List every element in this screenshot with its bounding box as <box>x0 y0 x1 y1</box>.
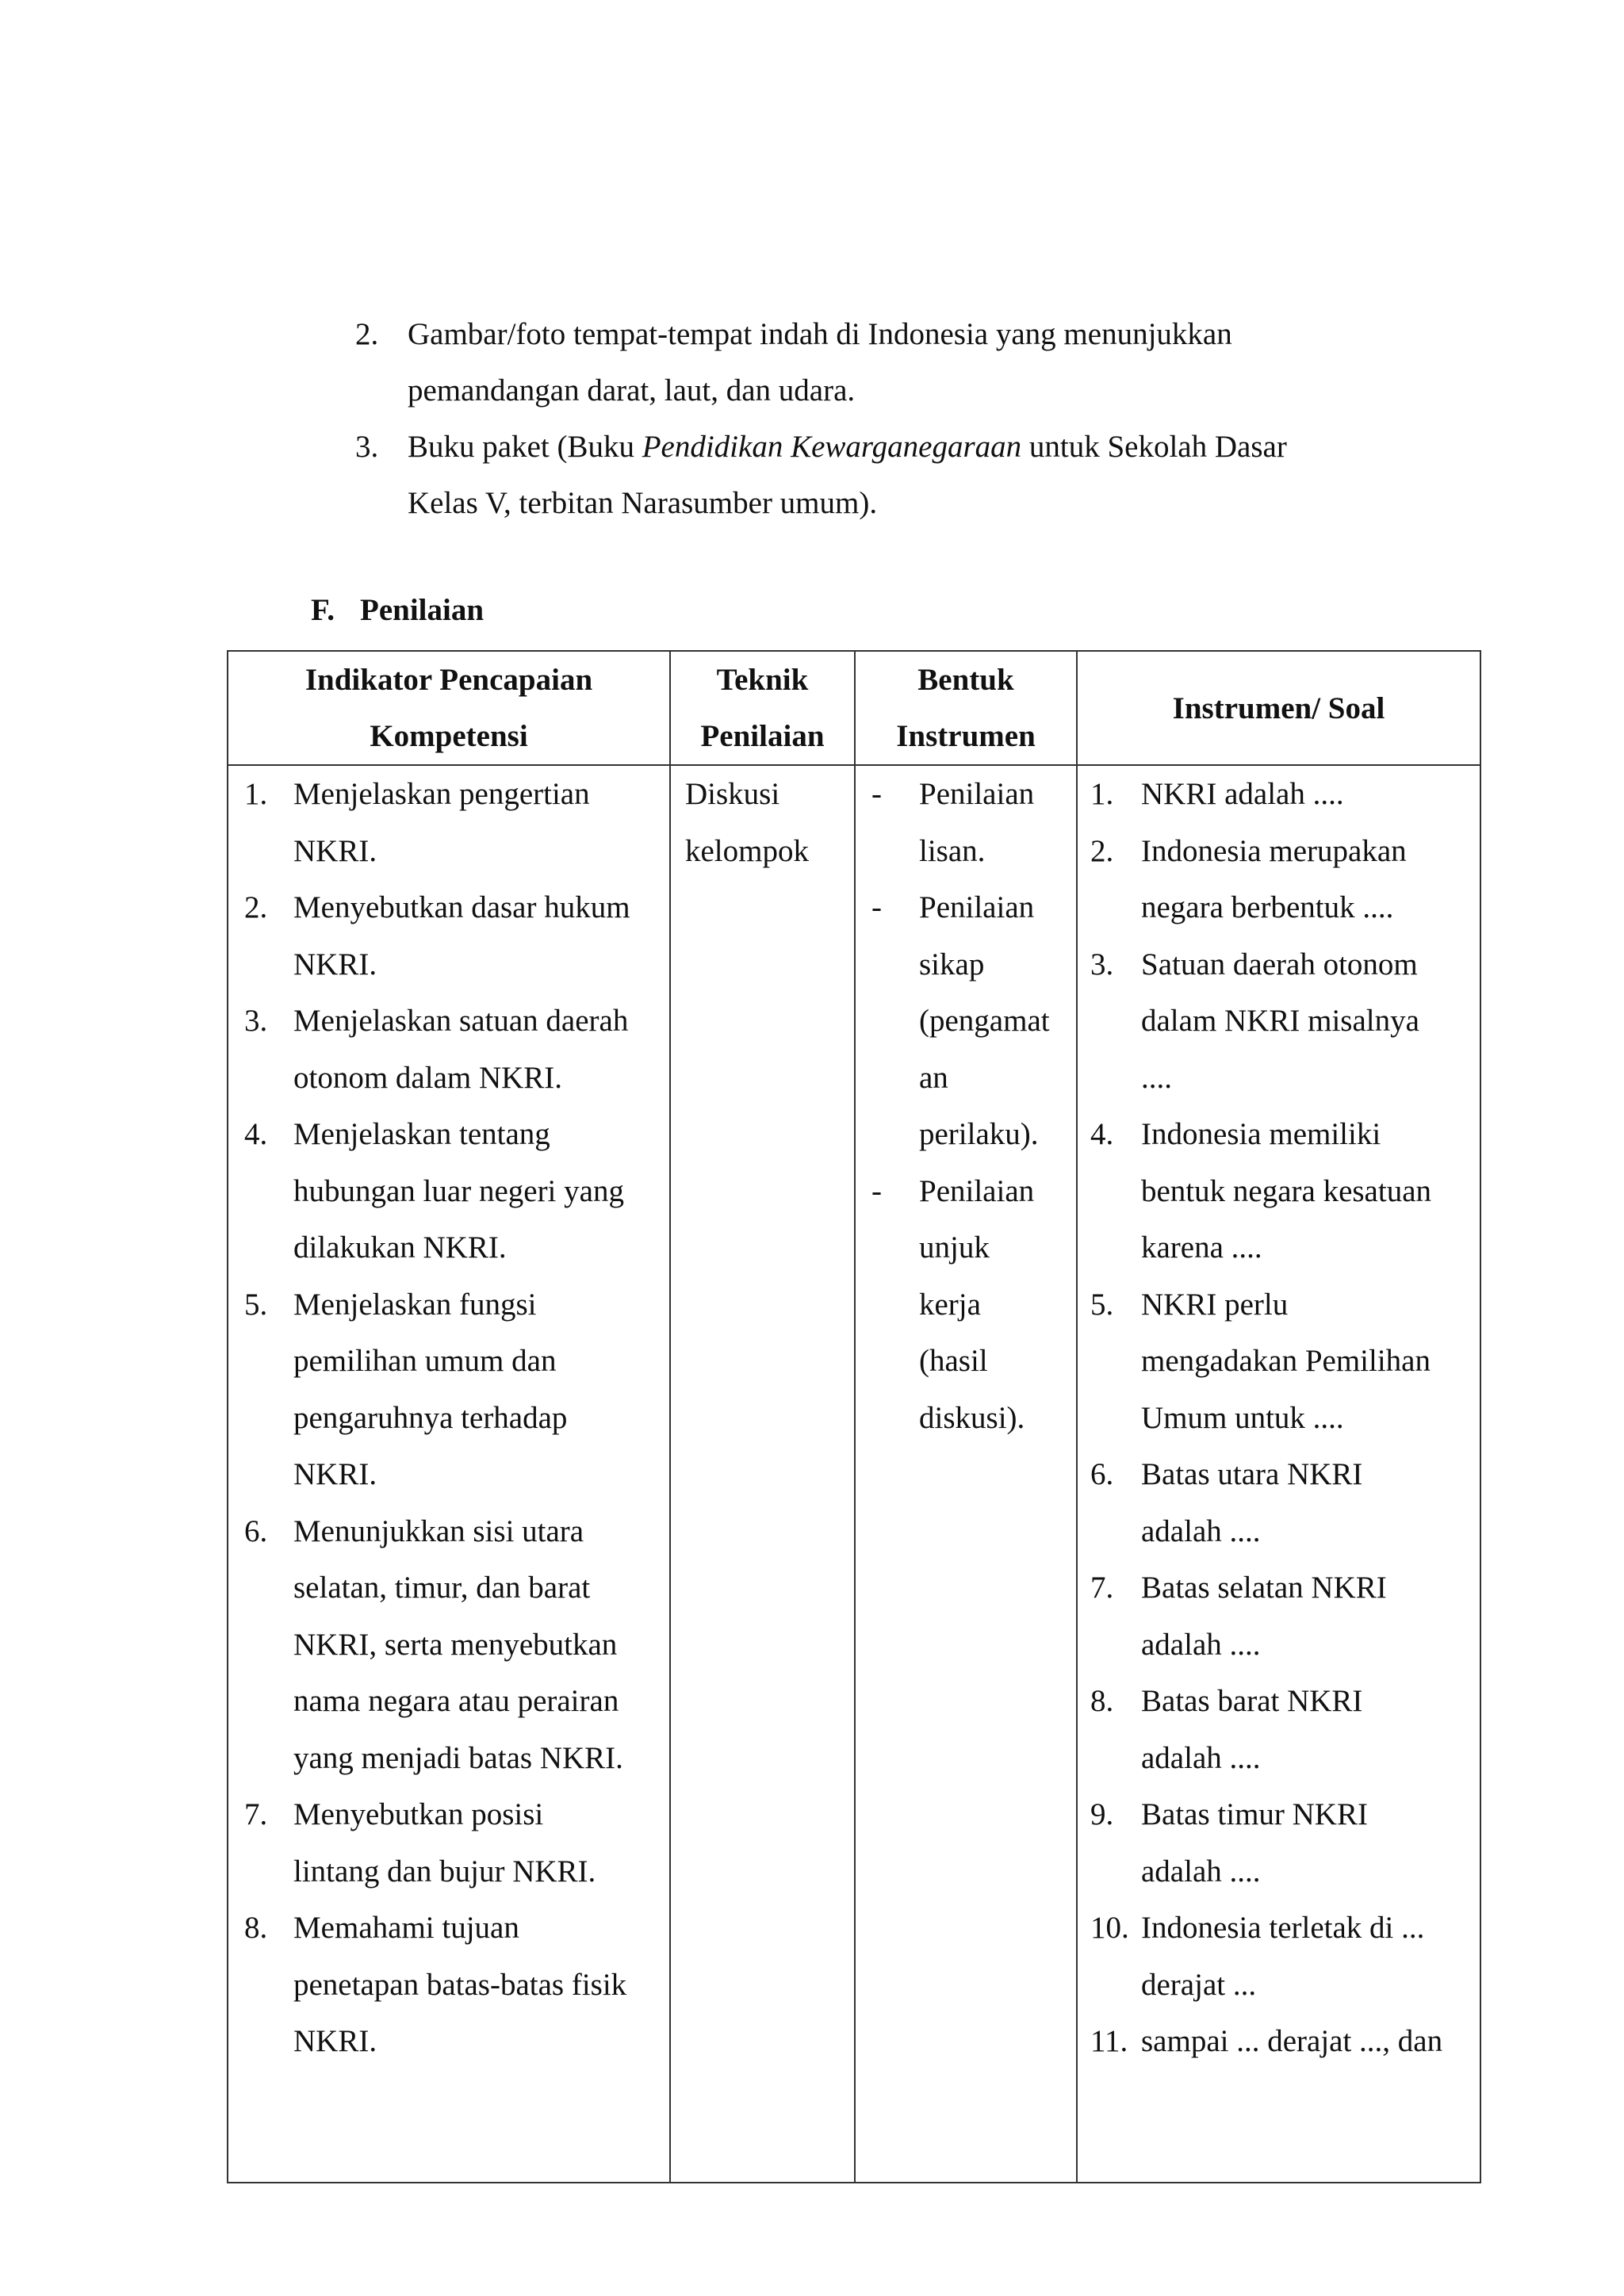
list-item-text <box>1141 766 1480 823</box>
list-item <box>1078 1106 1480 1276</box>
list-item <box>1078 1446 1480 1559</box>
text-line: NKRI adalah .... <box>1141 777 1344 811</box>
list-marker: 4. <box>244 1117 268 1151</box>
list-marker: 11. <box>1090 2024 1128 2058</box>
list-item <box>1078 1276 1480 1447</box>
list-item-text <box>1141 1446 1480 1559</box>
text-line: Penilaian <box>919 890 1035 924</box>
text-line: otonom dalam NKRI. <box>293 1060 563 1095</box>
text-line: NKRI, serta menyebutkan <box>293 1627 618 1662</box>
section-heading <box>311 587 484 634</box>
text-line: Batas timur NKRI <box>1141 1797 1368 1831</box>
header-line: Instrumen/ Soal <box>1172 691 1385 725</box>
text-line: nama negara atau perairan <box>293 1684 619 1718</box>
text-line: Menjelaskan pengertian <box>293 777 590 811</box>
text-line: Satuan daerah otonom <box>1141 947 1418 982</box>
text-line: adalah .... <box>1141 1740 1261 1775</box>
list-item <box>228 1786 669 1900</box>
list-text-line: pemandangan darat, laut, dan udara. <box>408 373 856 408</box>
book-title-italic: Pendidikan Kewarganegaraan <box>642 430 1022 464</box>
list-item-text <box>1141 1900 1480 2013</box>
list-marker: 7. <box>244 1797 268 1831</box>
list-item <box>355 306 1386 419</box>
text-line: Menjelaskan tentang <box>293 1117 550 1151</box>
header-line: Instrumen <box>896 719 1036 753</box>
media-list <box>355 306 1386 531</box>
list-marker: 2. <box>1090 833 1114 868</box>
text-line: Batas utara NKRI <box>1141 1457 1363 1491</box>
header-indikator <box>228 651 670 765</box>
list-text-line: Kelas V, terbitan Narasumber umum). <box>408 486 878 520</box>
text-line: pengaruhnya terhadap <box>293 1400 568 1435</box>
list-item-text <box>1141 1106 1480 1276</box>
table-row <box>228 765 1480 2183</box>
list-item-text <box>293 993 669 1106</box>
text-line: an <box>919 1060 948 1095</box>
text-line: Menunjukkan sisi utara <box>293 1513 584 1548</box>
list-marker: 4. <box>1090 1117 1114 1151</box>
list-marker: - <box>871 1173 882 1208</box>
teknik-cell <box>670 765 855 2183</box>
text-line: lisan. <box>919 833 986 868</box>
section-letter: F. <box>311 593 335 627</box>
list-item <box>228 766 669 879</box>
list-item-text <box>293 1786 669 1900</box>
list-item-text <box>1141 1673 1480 1786</box>
indikator-list <box>228 766 669 2070</box>
list-marker: - <box>871 777 882 811</box>
text-line: Batas barat NKRI <box>1141 1684 1363 1718</box>
text-run: Buku paket (Buku <box>408 430 642 464</box>
text-line: derajat ... <box>1141 1967 1257 2002</box>
list-number: 2. <box>355 317 379 351</box>
list-marker: 8. <box>244 1911 268 1945</box>
list-item <box>1078 1673 1480 1786</box>
indikator-cell <box>228 765 670 2183</box>
text-line: Indonesia terletak di ... <box>1141 1911 1425 1945</box>
list-item <box>1078 823 1480 936</box>
list-item-text <box>919 766 1076 879</box>
list-item <box>1078 766 1480 823</box>
text-line: bentuk negara kesatuan <box>1141 1173 1432 1208</box>
text-line: yang menjadi batas NKRI. <box>293 1740 623 1775</box>
text-line: Menjelaskan fungsi <box>293 1287 537 1322</box>
text-line: dilakukan NKRI. <box>293 1230 507 1265</box>
list-marker: 1. <box>244 777 268 811</box>
list-marker: 5. <box>244 1287 268 1322</box>
text-line: Penilaian <box>919 1173 1035 1208</box>
list-marker: 5. <box>1090 1287 1114 1322</box>
list-item-text <box>293 1106 669 1276</box>
teknik-line: Diskusi <box>685 777 780 811</box>
list-item <box>1078 936 1480 1107</box>
assessment-table <box>227 650 1481 2183</box>
text-line: adalah .... <box>1141 1627 1261 1662</box>
list-item <box>856 766 1076 879</box>
list-text-line: Gambar/foto tempat-tempat indah di Indonesia yang menunjukkan <box>408 317 1232 351</box>
list-item-text <box>293 1900 669 2070</box>
list-item <box>228 1106 669 1276</box>
list-item <box>228 1900 669 2070</box>
text-line: lintang dan bujur NKRI. <box>293 1854 596 1888</box>
text-line: adalah .... <box>1141 1854 1261 1888</box>
text-line: karena .... <box>1141 1230 1262 1265</box>
list-item-text <box>1141 2013 1480 2070</box>
text-line: adalah .... <box>1141 1513 1261 1548</box>
text-line: NKRI. <box>293 947 377 982</box>
list-item <box>228 1276 669 1503</box>
list-marker: 7. <box>1090 1571 1114 1605</box>
list-item <box>355 419 1386 531</box>
text-line: Umum untuk .... <box>1141 1400 1344 1435</box>
text-line: mengadakan Pemilihan <box>1141 1344 1431 1378</box>
header-line: Teknik <box>716 663 809 697</box>
header-line: Indikator Pencapaian <box>304 663 593 697</box>
text-line: sikap <box>919 947 985 982</box>
list-item-text <box>919 1163 1076 1447</box>
list-marker: 3. <box>244 1004 268 1038</box>
text-run: untuk Sekolah Dasar <box>1021 430 1287 464</box>
list-number: 3. <box>355 430 379 464</box>
header-bentuk <box>855 651 1077 765</box>
text-line: Batas selatan NKRI <box>1141 1571 1387 1605</box>
list-item <box>228 993 669 1106</box>
list-marker: 6. <box>244 1513 268 1548</box>
header-line: Penilaian <box>700 719 825 753</box>
text-line: penetapan batas-batas fisik <box>293 1967 627 2002</box>
list-marker: - <box>871 890 882 924</box>
list-item-text <box>919 879 1076 1163</box>
header-line: Bentuk <box>917 663 1014 697</box>
list-item <box>1078 2013 1480 2070</box>
list-item <box>1078 1786 1480 1900</box>
list-item-text <box>1141 1276 1480 1447</box>
list-marker: 2. <box>244 890 268 924</box>
text-line: unjuk <box>919 1230 990 1265</box>
text-line: dalam NKRI misalnya <box>1141 1004 1419 1038</box>
list-marker: 1. <box>1090 777 1114 811</box>
text-line: hubungan luar negeri yang <box>293 1173 624 1208</box>
soal-cell <box>1077 765 1480 2183</box>
text-line: Indonesia memiliki <box>1141 1117 1381 1151</box>
list-item-text <box>293 879 669 993</box>
list-item-text <box>293 766 669 879</box>
text-line: diskusi). <box>919 1400 1025 1435</box>
list-marker: 8. <box>1090 1684 1114 1718</box>
list-marker: 10. <box>1090 1911 1129 1945</box>
list-item-text <box>293 1503 669 1787</box>
list-item <box>856 879 1076 1163</box>
list-item <box>228 879 669 993</box>
text-line: negara berbentuk .... <box>1141 890 1394 924</box>
soal-list <box>1078 766 1480 2070</box>
text-line: (pengamat <box>919 1004 1050 1038</box>
list-marker: 3. <box>1090 947 1114 982</box>
list-item-text <box>293 1276 669 1503</box>
list-item-text <box>1141 823 1480 936</box>
text-line: NKRI. <box>293 833 377 868</box>
list-item-text <box>1141 936 1480 1107</box>
text-line: selatan, timur, dan barat <box>293 1571 591 1605</box>
text-line: (hasil <box>919 1344 988 1378</box>
text-line: Penilaian <box>919 777 1035 811</box>
text-line: Memahami tujuan <box>293 1911 519 1945</box>
header-teknik <box>670 651 855 765</box>
text-line: perilaku). <box>919 1117 1039 1151</box>
list-item-text <box>1141 1786 1480 1900</box>
list-item-text <box>1141 1559 1480 1673</box>
list-marker: 6. <box>1090 1457 1114 1491</box>
section-title: Penilaian <box>360 593 485 627</box>
text-line: NKRI perlu <box>1141 1287 1289 1322</box>
text-line: Menyebutkan dasar hukum <box>293 890 630 924</box>
table-header-row <box>228 651 1480 765</box>
text-line: Menjelaskan satuan daerah <box>293 1004 629 1038</box>
list-marker: 9. <box>1090 1797 1114 1831</box>
text-line: pemilihan umum dan <box>293 1344 557 1378</box>
header-line: Kompetensi <box>370 719 528 753</box>
list-item <box>1078 1900 1480 2013</box>
text-line: NKRI. <box>293 2024 377 2058</box>
bentuk-cell <box>855 765 1077 2183</box>
list-item <box>856 1163 1076 1447</box>
text-line: NKRI. <box>293 1457 377 1491</box>
list-item <box>228 1503 669 1787</box>
text-line: .... <box>1141 1060 1172 1095</box>
text-line: Indonesia merupakan <box>1141 833 1407 868</box>
header-instrumen <box>1077 651 1480 765</box>
teknik-line: kelompok <box>685 833 809 868</box>
bentuk-list <box>856 766 1076 1446</box>
text-line: Menyebutkan posisi <box>293 1797 544 1831</box>
list-item <box>1078 1559 1480 1673</box>
list-text-line <box>408 419 1386 475</box>
text-line: kerja <box>919 1287 981 1322</box>
text-line: sampai ... derajat ..., dan <box>1141 2024 1443 2058</box>
